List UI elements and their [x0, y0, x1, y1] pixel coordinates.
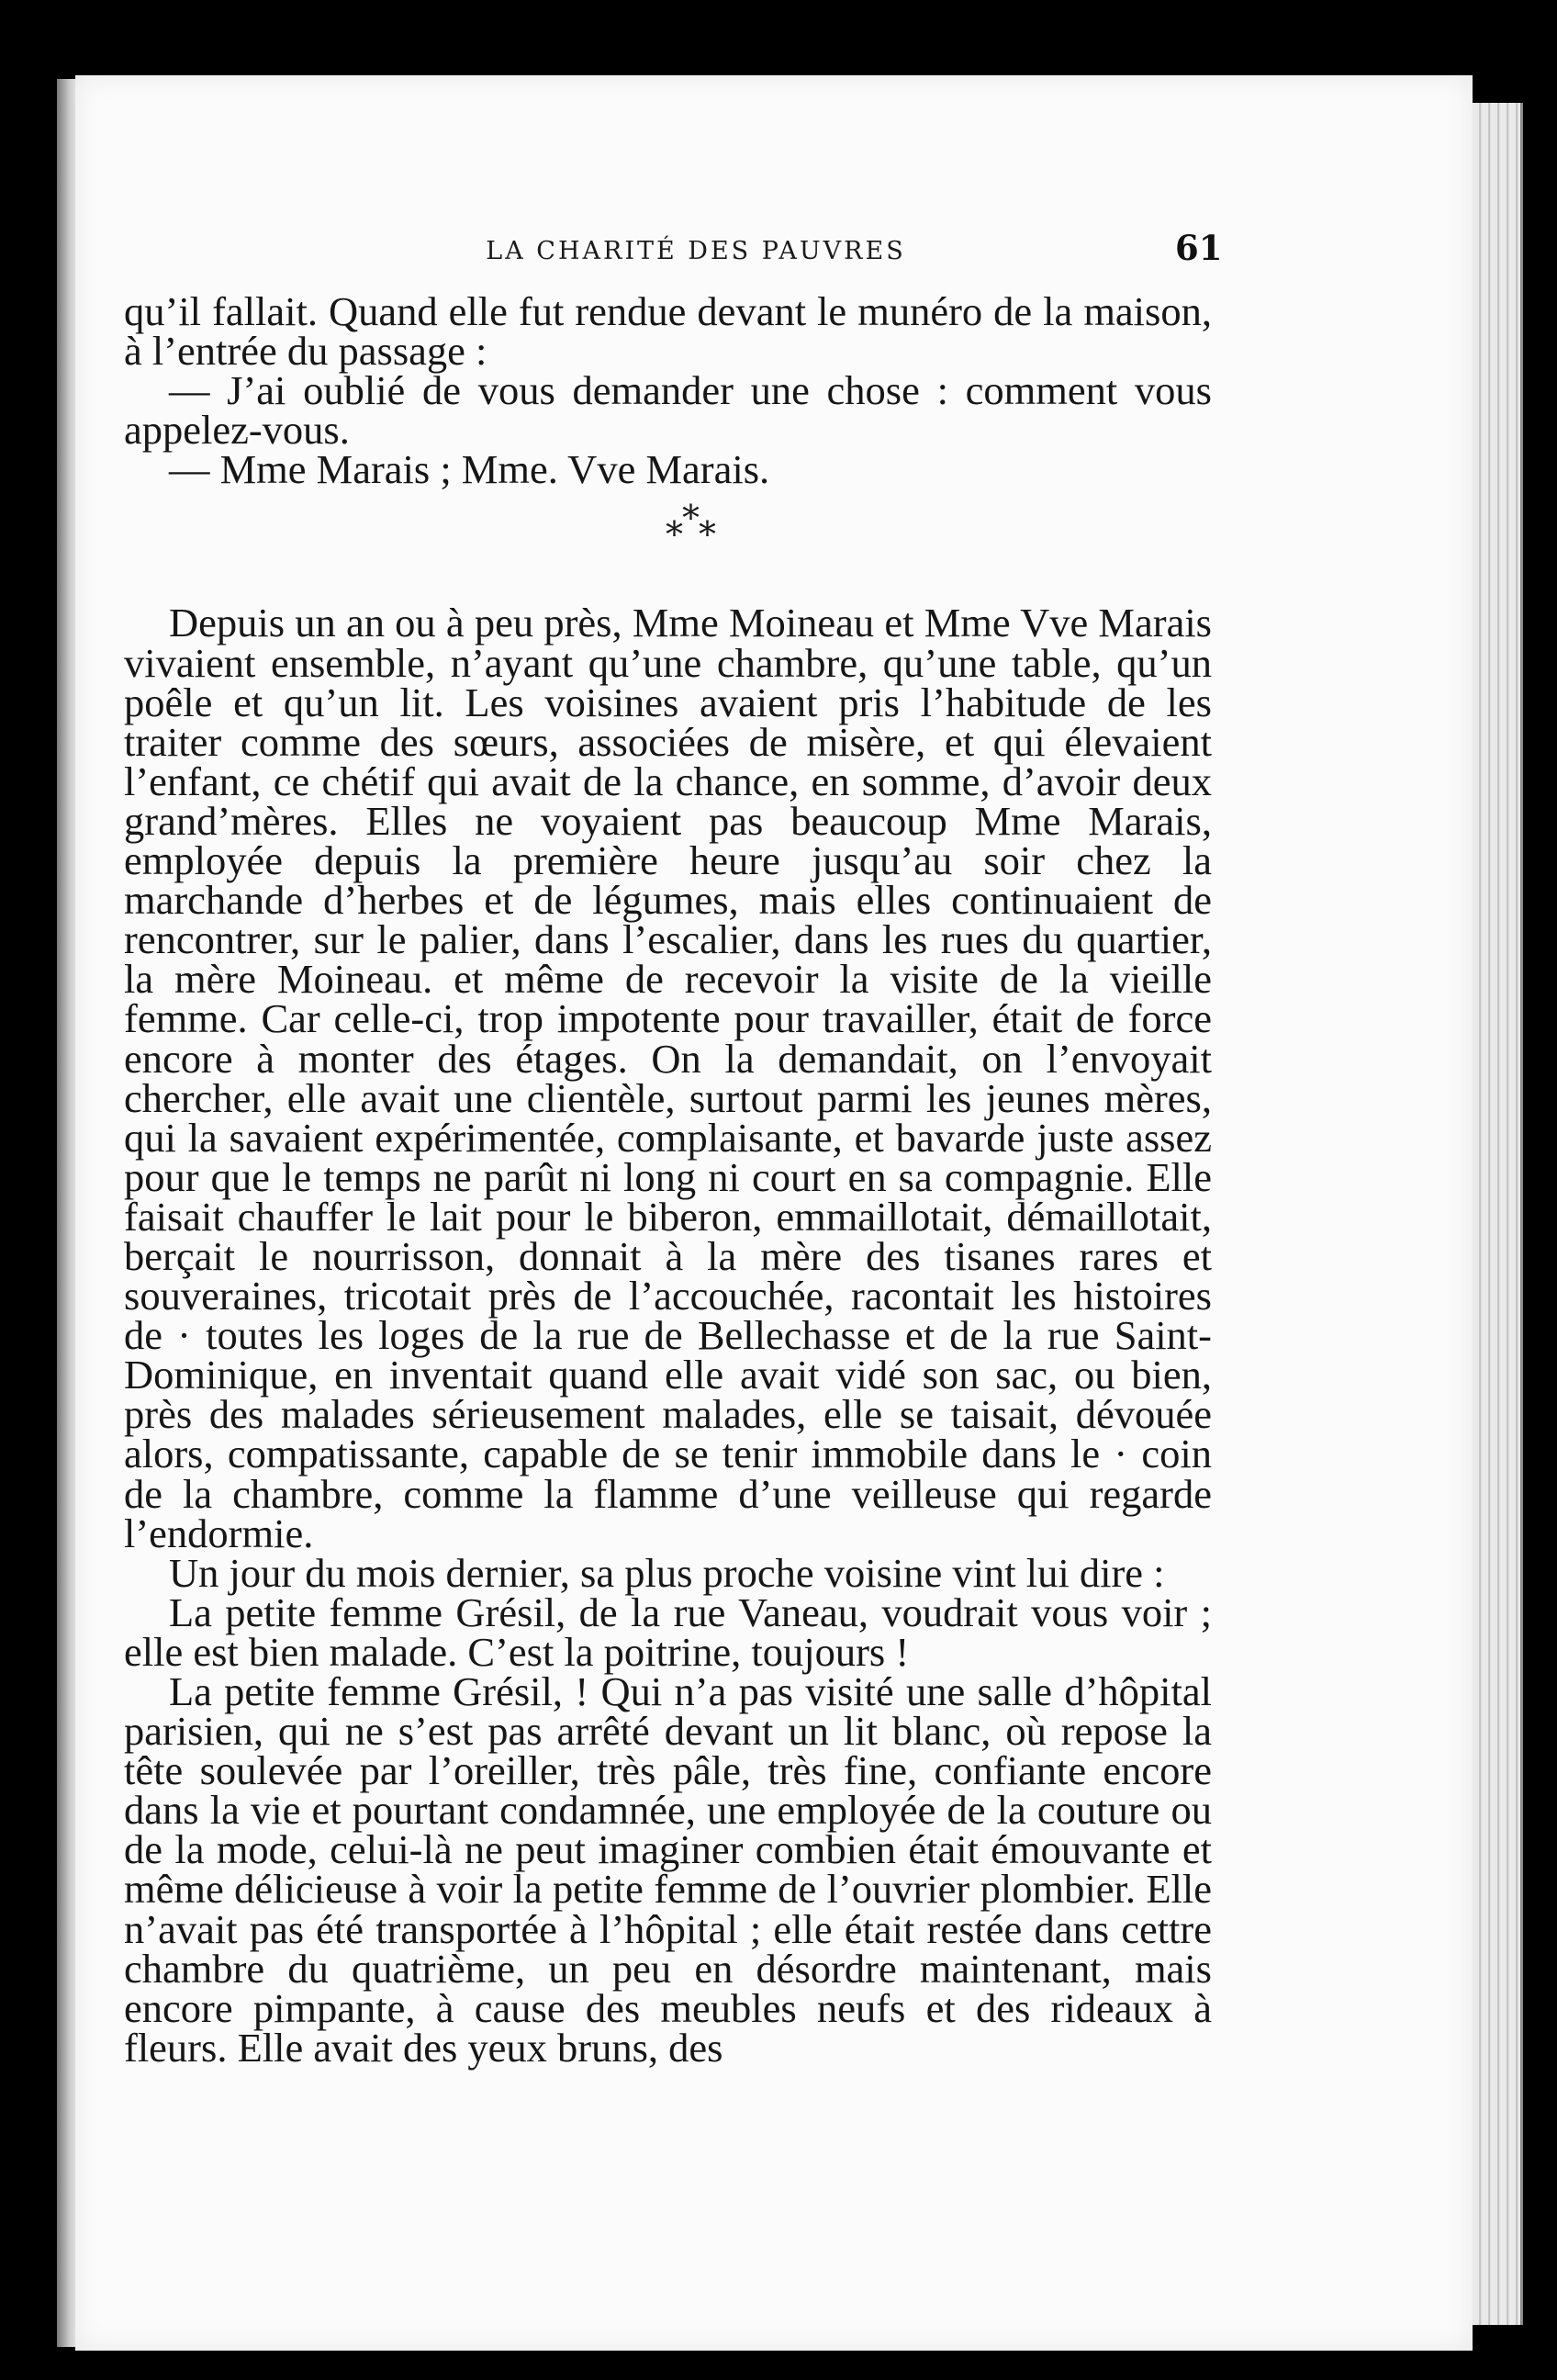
- paragraph-continuation: qu’il fallait. Quand elle fut rendue devant le munéro de la maison, à l’entrée du passage :: [124, 288, 1212, 375]
- paragraph-gresil-message: La petite femme Grésil, de la rue Vaneau, voudrait vous voir ; elle est bien malade. C’est la poitrine, toujours !: [124, 1589, 1212, 1675]
- section-break-asterism: [124, 489, 1212, 603]
- paragraph-moineau-marais: Depuis un an ou à peu près, Mme Moineau et Mme Vve Marais vivaient ensemble, n’ayant qu’une chambre, qu’une table, qu’un poêle et qu’un lit. Les voisines avaient pris l’habitude de les traiter comme des sœurs, associées de misère, et qui élevaient l’enfant, ce chétif qui avait de la chance, en somme, d’avoir deux grand’mères. Elles ne voyaient pas beaucoup Mme Marais, employée depuis la première heure jusqu’au soir chez la marchande d’herbes et de légumes, mais elles continuaient de rencontrer, sur le palier, dans l’escalier, dans les rues du quartier, la mère Moineau. et même de recevoir la visite de la vieille femme. Car celle-ci, trop impotente pour travailler, était de force encore à monter des étages. On la demandait, on l’envoyait chercher, elle avait une clientèle, surtout parmi les jeunes mères, qui la savaient expérimentée, complaisante, et bavarde juste assez pour que le temps ne parût ni long ni court en sa compagnie. Elle faisait chauffer le lait pour le biberon, emmaillotait, démaillotait, berçait le nourrisson, donnait à la mère des tisanes rares et souveraines, tricotait près de l’accouchée, racontait les histoires de · toutes les loges de la rue de Bellechasse et de la rue Saint-Dominique, en inventait quand elle avait vidé son sac, ou bien, près des malades sérieusement malades, elle se taisait, dévouée alors, compatissante, capable de se tenir immobile dans le · coin de la chambre, comme la flamme d’une veilleuse qui regarde l’endormie.: [124, 600, 1212, 1556]
- paragraph-dialogue-question: — J’ai oublié de vous demander une chose : comment vous appelez-vous.: [124, 367, 1212, 454]
- paragraph-voisine: Un jour du mois dernier, sa plus proche voisine vint lui dire :: [168, 1549, 1165, 1596]
- paragraph-dialogue-answer: — Mme Marais ; Mme. Vve Marais.: [168, 446, 770, 493]
- page-number: 61: [1175, 228, 1223, 268]
- body-text: [124, 288, 1212, 2071]
- running-title: LA CHARITÉ DES PAUVRES: [486, 237, 906, 265]
- paragraph-gresil-description: La petite femme Grésil, ! Qui n’a pas visité une salle d’hôpital parisien, qui ne s’est pas arrêté devant un lit blanc, où repose la tête soulevée par l’oreiller, très pâle, très fine, confiante encore dans la vie et pourtant condamnée, une employée de la couture ou de la mode, celui-là ne peut imaginer combien était émouvante et même délicieuse à voir la petite femme de l’ouvrier plombier. Elle n’avait pas été transportée à l’hôpital ; elle était restée dans cettre chambre du quatrième, un peu en désordre maintenant, mais encore pimpante, à cause des meubles neufs et des rideaux à fleurs. Elle avait des yeux bruns, des: [124, 1668, 1212, 2071]
- asterisk-left: *: [666, 514, 683, 556]
- asterisk-top: *: [682, 498, 700, 539]
- page-edges: [1465, 103, 1523, 2325]
- asterisk-right: *: [699, 514, 716, 556]
